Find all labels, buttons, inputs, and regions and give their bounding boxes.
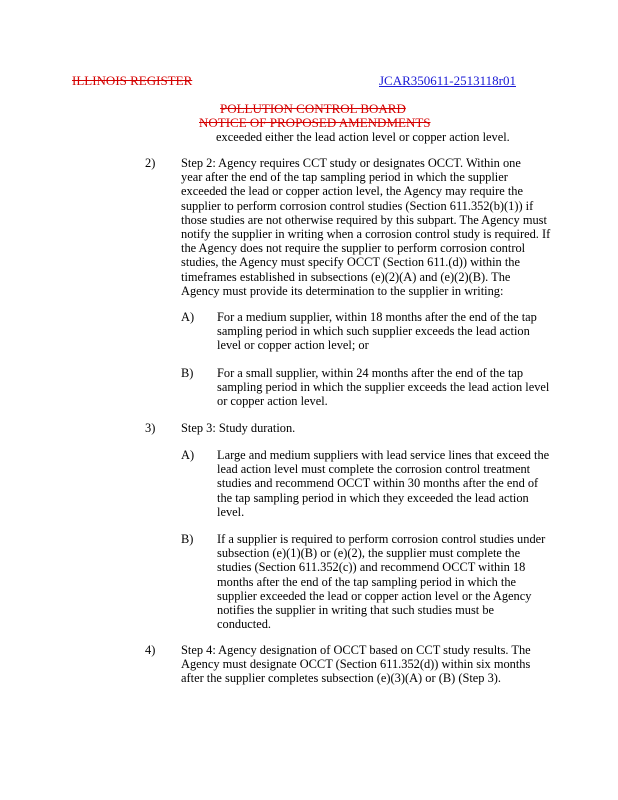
paragraph-line: notify the supplier in writing when a corrosion control study is required. If — [181, 227, 551, 242]
paragraph-line: those studies are not otherwise required by this subpart. The Agency must — [181, 212, 547, 227]
paragraph-line: exceeded the lead or copper action level, the Agency may require the — [181, 184, 523, 199]
paragraph-line: level. — [217, 504, 245, 519]
step-3a-number: A) — [181, 448, 195, 462]
paragraph-line: studies, the Agency must specify OCCT (Section 611.(d)) within the — [181, 255, 520, 270]
paragraph-line: Step 4: Agency designation of OCCT based on CCT study results. The — [181, 643, 531, 657]
paragraph-line: the tap sampling period in which they exceeded the lead action — [217, 490, 529, 505]
step-3b-paragraph — [217, 532, 545, 631]
paragraph-line: months after the end of the tap sampling period in which the — [217, 574, 517, 589]
paragraph-line: supplier exceeded the lead or copper action level or the Agency — [217, 588, 532, 603]
paragraph-line: the Agency does not require the supplier to perform corrosion control — [181, 241, 526, 256]
jcar-reference: JCAR350611-2513118r01 — [379, 73, 516, 88]
step-3b-number: B) — [181, 532, 194, 546]
step-3-number: 3) — [145, 421, 156, 435]
step-2b-number: B) — [181, 366, 194, 380]
step-4-paragraph — [181, 643, 531, 686]
step-4-number: 4) — [145, 643, 156, 657]
paragraph-line: after the supplier completes subsection (e)(3)(A) or (B) (Step 3). — [181, 671, 501, 686]
notice-title: NOTICE OF PROPOSED AMENDMENTS — [199, 115, 431, 130]
paragraph-line: supplier to perform corrosion control studies (Section 611.352(b)(1)) if — [181, 198, 534, 213]
paragraph-line: Large and medium suppliers with lead service lines that exceed the — [217, 448, 550, 462]
paragraph-line: conducted. — [217, 617, 272, 632]
paragraph-line: year after the end of the tap sampling period in which the supplier — [181, 170, 508, 185]
paragraph-line: If a supplier is required to perform corrosion control studies under — [217, 532, 546, 546]
step-2-number: 2) — [145, 156, 156, 170]
paragraph-line: timeframes established in subsections (e)(2)(A) and (e)(2)(B). The — [181, 269, 511, 284]
paragraph-line: sampling period in which such supplier exceeds the lead action — [217, 324, 530, 339]
continuation-line: exceeded either the lead action level or copper action level. — [216, 130, 510, 144]
agency-title: POLLUTION CONTROL BOARD — [220, 101, 406, 116]
paragraph-line: For a medium supplier, within 18 months after the end of the tap — [217, 310, 537, 324]
step-2b-paragraph — [217, 366, 549, 409]
step-3-heading: Step 3: Study duration. — [181, 421, 296, 435]
register-header-left: ILLINOIS REGISTER — [72, 73, 193, 88]
paragraph-line: notifies the supplier in writing that such studies must be — [217, 603, 495, 618]
paragraph-line: studies (Section 611.352(c)) and recommend OCCT within 18 — [217, 560, 526, 575]
paragraph-line: or copper action level. — [217, 394, 328, 409]
step-2a-number: A) — [181, 310, 195, 324]
paragraph-line: Agency must designate OCCT (Section 611.352(d)) within six months — [181, 657, 531, 672]
step-2a-paragraph — [217, 310, 537, 353]
paragraph-line: level or copper action level; or — [217, 338, 369, 353]
step-3a-paragraph — [217, 448, 549, 519]
paragraph-line: sampling period in which the supplier exceeds the lead action level — [217, 380, 550, 395]
paragraph-line: subsection (e)(1)(B) or (e)(2), the supplier must complete the — [217, 546, 521, 561]
paragraph-line: studies and recommend OCCT within 30 months after the end of — [217, 476, 539, 491]
paragraph-line: Agency must provide its determination to the supplier in writing: — [181, 283, 504, 298]
paragraph-line: Step 2: Agency requires CCT study or designates OCCT. Within one — [181, 156, 521, 170]
step-2-paragraph — [181, 156, 550, 298]
paragraph-line: For a small supplier, within 24 months after the end of the tap — [217, 366, 524, 380]
paragraph-line: lead action level must complete the corrosion control treatment — [217, 462, 531, 477]
